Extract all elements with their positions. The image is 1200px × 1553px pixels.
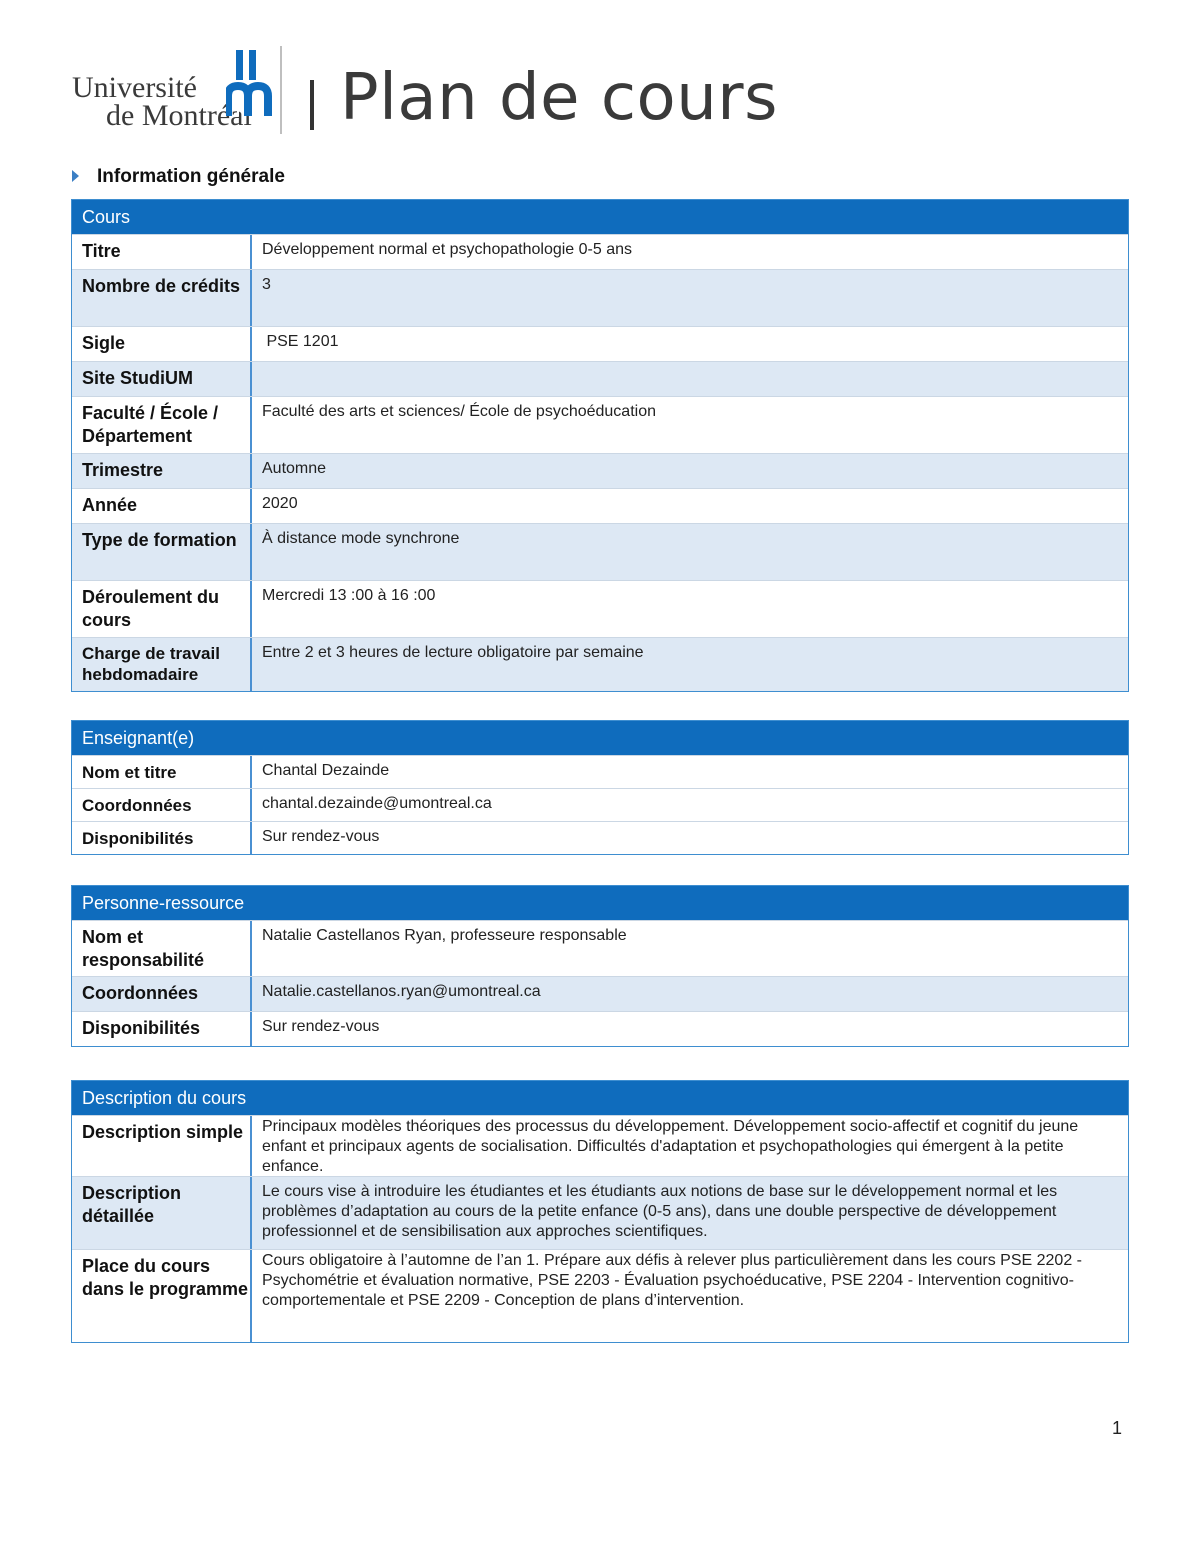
row-label: Année bbox=[72, 489, 252, 523]
table-row bbox=[72, 755, 1128, 788]
cours-table-header: Cours bbox=[72, 200, 1128, 234]
row-label: Site StudiUM bbox=[72, 362, 252, 396]
row-label: Description simple bbox=[72, 1116, 252, 1176]
row-value: Automne bbox=[262, 460, 327, 477]
row-label: Nombre de crédits bbox=[72, 270, 252, 326]
row-value: PSE 1201 bbox=[262, 333, 339, 350]
row-value: Sur rendez-vous bbox=[262, 1018, 380, 1035]
row-value: Chantal Dezainde bbox=[262, 762, 390, 779]
row-value: À distance mode synchrone bbox=[262, 530, 460, 547]
row-label: Place du cours dans le programme bbox=[72, 1250, 252, 1342]
logo-line-2: de Montréal bbox=[106, 99, 252, 132]
row-value: Natalie Castellanos Ryan, professeure responsable bbox=[262, 927, 627, 944]
logo-line-1: Université bbox=[72, 71, 197, 104]
personne-ressource-table bbox=[71, 885, 1129, 1047]
row-value: 2020 bbox=[262, 495, 298, 512]
row-value: Sur rendez-vous bbox=[262, 828, 380, 845]
enseignant-table-header: Enseignant(e) bbox=[72, 721, 1128, 755]
page-title: Plan de cours bbox=[340, 61, 778, 135]
row-label: Déroulement du cours bbox=[72, 581, 252, 637]
personne-ressource-table-header: Personne-ressource bbox=[72, 886, 1128, 920]
table-row bbox=[72, 580, 1128, 637]
row-value: Natalie.castellanos.ryan@umontreal.ca bbox=[262, 983, 541, 1000]
row-label: Coordonnées bbox=[72, 977, 252, 1011]
row-value: Développement normal et psychopathologie 0-5 ans bbox=[262, 241, 633, 258]
table-row bbox=[72, 269, 1128, 326]
table-row bbox=[72, 234, 1128, 269]
table-row bbox=[72, 396, 1128, 453]
row-value bbox=[252, 362, 1128, 396]
row-label: Titre bbox=[72, 235, 252, 269]
section-heading-text: Information générale bbox=[97, 166, 285, 187]
title-divider bbox=[310, 80, 314, 130]
row-value: Faculté des arts et sciences/ École de psychoéducation bbox=[262, 403, 656, 420]
table-row bbox=[72, 1115, 1128, 1176]
table-row bbox=[72, 1176, 1128, 1249]
table-row bbox=[72, 1011, 1128, 1046]
row-label: Charge de travail hebdomadaire bbox=[72, 638, 252, 691]
table-row bbox=[72, 920, 1128, 976]
table-row bbox=[72, 361, 1128, 396]
enseignant-table bbox=[71, 720, 1129, 855]
table-row bbox=[72, 976, 1128, 1011]
cours-table bbox=[71, 199, 1129, 692]
row-label: Description détaillée bbox=[72, 1177, 252, 1249]
table-row bbox=[72, 488, 1128, 523]
row-label: Disponibilités bbox=[72, 822, 252, 854]
row-label: Nom et responsabilité bbox=[72, 921, 252, 976]
section-heading bbox=[72, 163, 285, 191]
table-row bbox=[72, 1249, 1128, 1342]
row-label: Type de formation bbox=[72, 524, 252, 580]
table-row bbox=[72, 326, 1128, 361]
row-value: Le cours vise à introduire les étudiantes et les étudiants aux notions de base sur le développement normal et les problèmes d’adaptation au cours de la petite enfance (0-5 ans), dans une double perspective de développement professionnel et de sensibilisation aux approches scientifiques. bbox=[262, 1183, 1058, 1240]
udem-logo-mark-icon bbox=[226, 48, 278, 128]
row-label: Disponibilités bbox=[72, 1012, 252, 1046]
table-row bbox=[72, 523, 1128, 580]
page-number: 1 bbox=[1112, 1418, 1123, 1438]
triangle-right-icon bbox=[72, 170, 79, 182]
table-row bbox=[72, 788, 1128, 821]
row-value: Entre 2 et 3 heures de lecture obligatoire par semaine bbox=[262, 644, 644, 661]
row-value: Cours obligatoire à l’automne de l’an 1. Prépare aux défis à relever plus particulièrement dans les cours PSE 2202 - Psychométrie et évaluation normative, PSE 2203 - Évaluation psychoéducative, PSE 2204 - Intervention cognitivo-comportementale et PSE 2209 - Conception de plans d’intervention. bbox=[262, 1252, 1082, 1309]
row-label: Nom et titre bbox=[72, 756, 252, 788]
description-table bbox=[71, 1080, 1129, 1343]
description-table-header: Description du cours bbox=[72, 1081, 1128, 1115]
row-label: Sigle bbox=[72, 327, 252, 361]
row-value: chantal.dezainde@umontreal.ca bbox=[262, 795, 492, 812]
logo-divider bbox=[280, 46, 282, 134]
table-row bbox=[72, 637, 1128, 691]
row-label: Trimestre bbox=[72, 454, 252, 488]
row-label: Faculté / École / Département bbox=[72, 397, 252, 453]
row-value: Mercredi 13 :00 à 16 :00 bbox=[262, 587, 436, 604]
document-header bbox=[72, 44, 832, 144]
row-label: Coordonnées bbox=[72, 789, 252, 821]
row-value: 3 bbox=[262, 276, 271, 293]
table-row bbox=[72, 453, 1128, 488]
table-row bbox=[72, 821, 1128, 854]
row-value: Principaux modèles théoriques des processus du développement. Développement socio-affectif et cognitif du jeune enfant et principaux agents de socialisation. Difficultés d'adaptation et psychopathologies qui émergent à la petite enfance. bbox=[262, 1118, 1079, 1175]
